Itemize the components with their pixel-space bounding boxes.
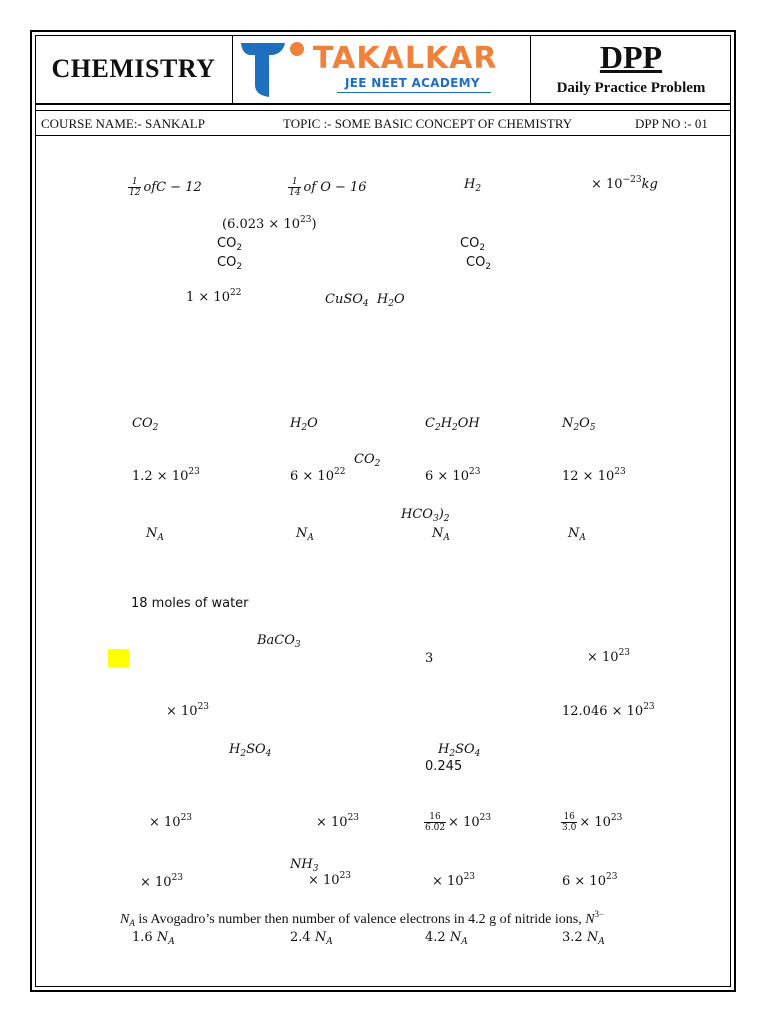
subject-cell [35,35,233,103]
q4-option-b [290,416,318,431]
formula-sup: 23 [605,872,618,882]
formula-base: O [307,416,318,431]
q11-option-c [432,874,475,889]
formula-base: SO [455,742,475,757]
formula-sub: 2 [449,749,456,759]
formula-base: O [579,416,590,431]
q11-option-a [140,875,183,890]
formula-sub: 4 [362,299,369,309]
formula-base: CO [132,416,153,431]
formula-sub: A [326,937,333,947]
q2-option-c [217,255,242,270]
formula-sub: 2 [236,262,243,272]
formula-sup: 23 [610,813,623,823]
q12-option-d [562,930,605,945]
frac-den: 3.0 [562,823,577,833]
formula-base: HCO [401,507,433,522]
q1-option-a [128,177,202,198]
formula-sub: A [579,533,586,543]
formula-sub: A [168,937,175,947]
formula-sub: 2 [301,423,308,433]
q9-h2so4-a [229,742,271,757]
q2-avogadro-number [222,217,317,232]
formula-base: 12.046 × 10 [562,704,644,719]
formula-sup: 23 [618,648,631,658]
frac-den: 14 [289,188,301,198]
formula-sub: 2 [152,423,159,433]
q2-option-a [217,236,242,251]
q2-option-b [460,236,485,251]
q7-option-c: 3 [425,651,434,666]
q7-question-text: 18 moles of water [131,596,249,611]
q10-option-c-fraction [424,812,446,833]
frac-den: 6.02 [425,823,446,833]
formula-base: N [120,912,130,927]
formula-base: N [314,930,327,945]
formula-sup: 23 [468,467,481,477]
formula-base: CO [217,255,237,270]
q5-option-b [290,469,345,484]
subject-title: CHEMISTRY [51,54,216,83]
formula-sub: 4 [265,749,272,759]
formula-base: BaCO [257,633,295,648]
q6-option-b [296,526,314,541]
formula-base: × 10 [166,704,198,719]
q3-option [186,290,241,305]
logo-tagline: JEE NEET ACADEMY [345,76,480,90]
formula-base: 1 × 10 [186,290,230,305]
q6-option-a [146,526,164,541]
formula-base: × 10 [432,874,464,889]
formula-sub: 2 [388,299,394,309]
q3-cuso4-h2o [325,292,405,307]
q1-option-b [288,177,367,198]
formula-sub: A [157,533,164,543]
formula-sub: 3 [294,640,301,650]
formula-base: CO [354,452,375,467]
formula-base: CO [466,255,486,270]
formula-sup: 22 [333,467,346,477]
q1-option-a-text: ofC − 12 [143,180,202,195]
option-value: 3.2 [562,930,587,945]
formula-sup: 23 [188,467,200,477]
q11-option-b [308,873,351,888]
formula-sup: −23 [622,175,642,185]
formula-base: OH [457,416,480,431]
q1-option-b-fraction [288,177,301,198]
formula-sub: 3 [432,514,439,524]
formula-sub: A [307,533,314,543]
formula-sup: 3− [594,909,605,919]
unit: kg [641,177,658,192]
q12-stem-text: is Avogadro’s number then number of valence electrons in 4.2 g of nitride ions, [134,912,586,927]
formula-sub: 2 [452,423,458,433]
course-name: COURSE NAME:- SANKALP [41,116,205,131]
q9-h2so4-b [438,742,480,757]
q1-option-c [464,177,481,192]
q8-option-d [562,704,655,719]
formula-sub: A [461,937,468,947]
formula-close: ) [311,217,317,232]
q9-value: 0.245 [425,759,463,774]
formula-base: NH [290,857,313,872]
formula-base: CO [460,236,480,251]
formula-base: × 10 [140,875,172,890]
q1-option-d [591,177,658,192]
topic: TOPIC :- SOME BASIC CONCEPT OF CHEMISTRY [283,116,573,131]
yellow-highlight [108,649,129,667]
formula-base: 6 × 10 [425,469,469,484]
formula-sup: 23 [300,215,312,225]
frac-num: 16 [424,812,446,823]
q12-option-c [425,930,468,945]
q1-option-a-fraction [128,177,141,198]
frac-num: 16 [561,812,577,823]
takalkar-logo-icon [239,39,311,101]
q10-option-a [149,815,192,830]
formula-sub: 2 [434,423,441,433]
q10-option-c [424,812,491,833]
formula-base: N [156,930,169,945]
formula-sup: 23 [614,467,626,477]
formula-base: N [296,526,308,541]
q4-option-d [562,416,596,431]
formula-base: H [464,177,476,192]
q10-option-d-fraction [561,812,577,833]
formula-sup: 23 [171,873,184,883]
formula-base: C [425,416,435,431]
q2-option-d [466,255,491,270]
formula-sup: 23 [347,813,360,823]
q10-option-b [316,815,359,830]
formula-base: H [438,742,450,757]
formula-base: H [376,292,389,307]
formula-base: CO [217,236,237,251]
formula-sup: 23 [339,871,352,881]
formula-sup: 23 [197,702,210,712]
formula-base: N [146,526,158,541]
formula-base: × 10 [579,815,611,830]
formula-base: O [393,292,405,307]
formula-sup: 22 [229,288,242,298]
formula-sub: 5 [589,423,596,433]
formula-sub: 2 [374,459,381,469]
option-value: 2.4 [290,930,315,945]
q4-option-a [132,416,158,431]
dpp-subtitle: Daily Practice Problem [556,80,706,96]
formula-base: × 10 [149,815,181,830]
q1-option-b-text: of O − 16 [303,180,367,195]
formula-base: × 10 [591,177,623,192]
frac-num: 1 [288,177,301,188]
q8-option-a [166,704,209,719]
q11-option-d [562,874,617,889]
formula-base: N [449,930,462,945]
formula-base: × 10 [448,815,480,830]
q5-option-c [425,469,480,484]
formula-close: ) [438,507,444,522]
option-value: 1.6 [132,930,157,945]
formula-sub: A [598,937,605,947]
formula-sub: 4 [474,749,481,759]
q6-bicarbonate [401,507,450,522]
q6-option-c [432,526,450,541]
formula-base: × 10 [587,650,619,665]
formula-sub: A [443,533,450,543]
q10-option-d [561,812,622,833]
formula-base: N [568,526,580,541]
formula-base: × 10 [316,815,348,830]
formula-base: N [562,416,574,431]
formula-base: × 10 [308,873,340,888]
logo-name: TAKALKAR [313,41,498,76]
formula-sub: 2 [240,749,247,759]
formula-base: SO [246,742,266,757]
formula-base: 12 × 10 [562,469,615,484]
info-bar [35,110,731,136]
q4-option-c [425,416,480,431]
q7-baco3 [257,633,301,648]
q11-nh3 [290,857,318,872]
q12-option-b [290,930,333,945]
formula-base: N [432,526,444,541]
logo-cell [233,35,531,103]
formula-base: N [586,930,599,945]
formula-sub: 2 [485,262,492,272]
formula-sup: 23 [180,813,193,823]
formula-base: (6.023 × 10 [222,217,300,232]
formula-base: H [290,416,302,431]
dpp-title: DPP [599,39,663,75]
formula-sup: 23 [463,872,476,882]
formula-sub: A [129,918,135,928]
formula-sub: 2 [479,243,486,253]
q5-option-a [132,469,200,484]
formula-sub: 2 [573,423,580,433]
frac-num: 1 [128,177,141,188]
formula-base: H [229,742,241,757]
formula-base: CuSO [325,292,363,307]
q5-co2 [354,452,380,467]
q12-option-a [132,930,175,945]
formula-base: H [440,416,453,431]
dpp-cell [531,35,731,103]
page-header [35,35,731,105]
dpp-number: DPP NO :- 01 [635,116,708,131]
formula-sup: 23 [479,813,492,823]
formula-sup: 23 [643,702,655,712]
option-value: 4.2 [425,930,450,945]
formula-sub: 2 [443,514,450,524]
formula-base: 6 × 10 [290,469,334,484]
q6-option-d [568,526,586,541]
q12-question [120,909,605,928]
q7-option-d [587,650,630,665]
formula-sub: 2 [475,184,482,194]
logo-underline [337,92,491,93]
formula-base: N [585,912,595,927]
formula-sub: 3 [312,864,319,874]
frac-den: 12 [129,188,141,198]
formula-base: 1.2 × 10 [132,469,189,484]
formula-sub: 2 [236,243,243,253]
q5-option-d [562,469,626,484]
formula-base: 6 × 10 [562,874,606,889]
